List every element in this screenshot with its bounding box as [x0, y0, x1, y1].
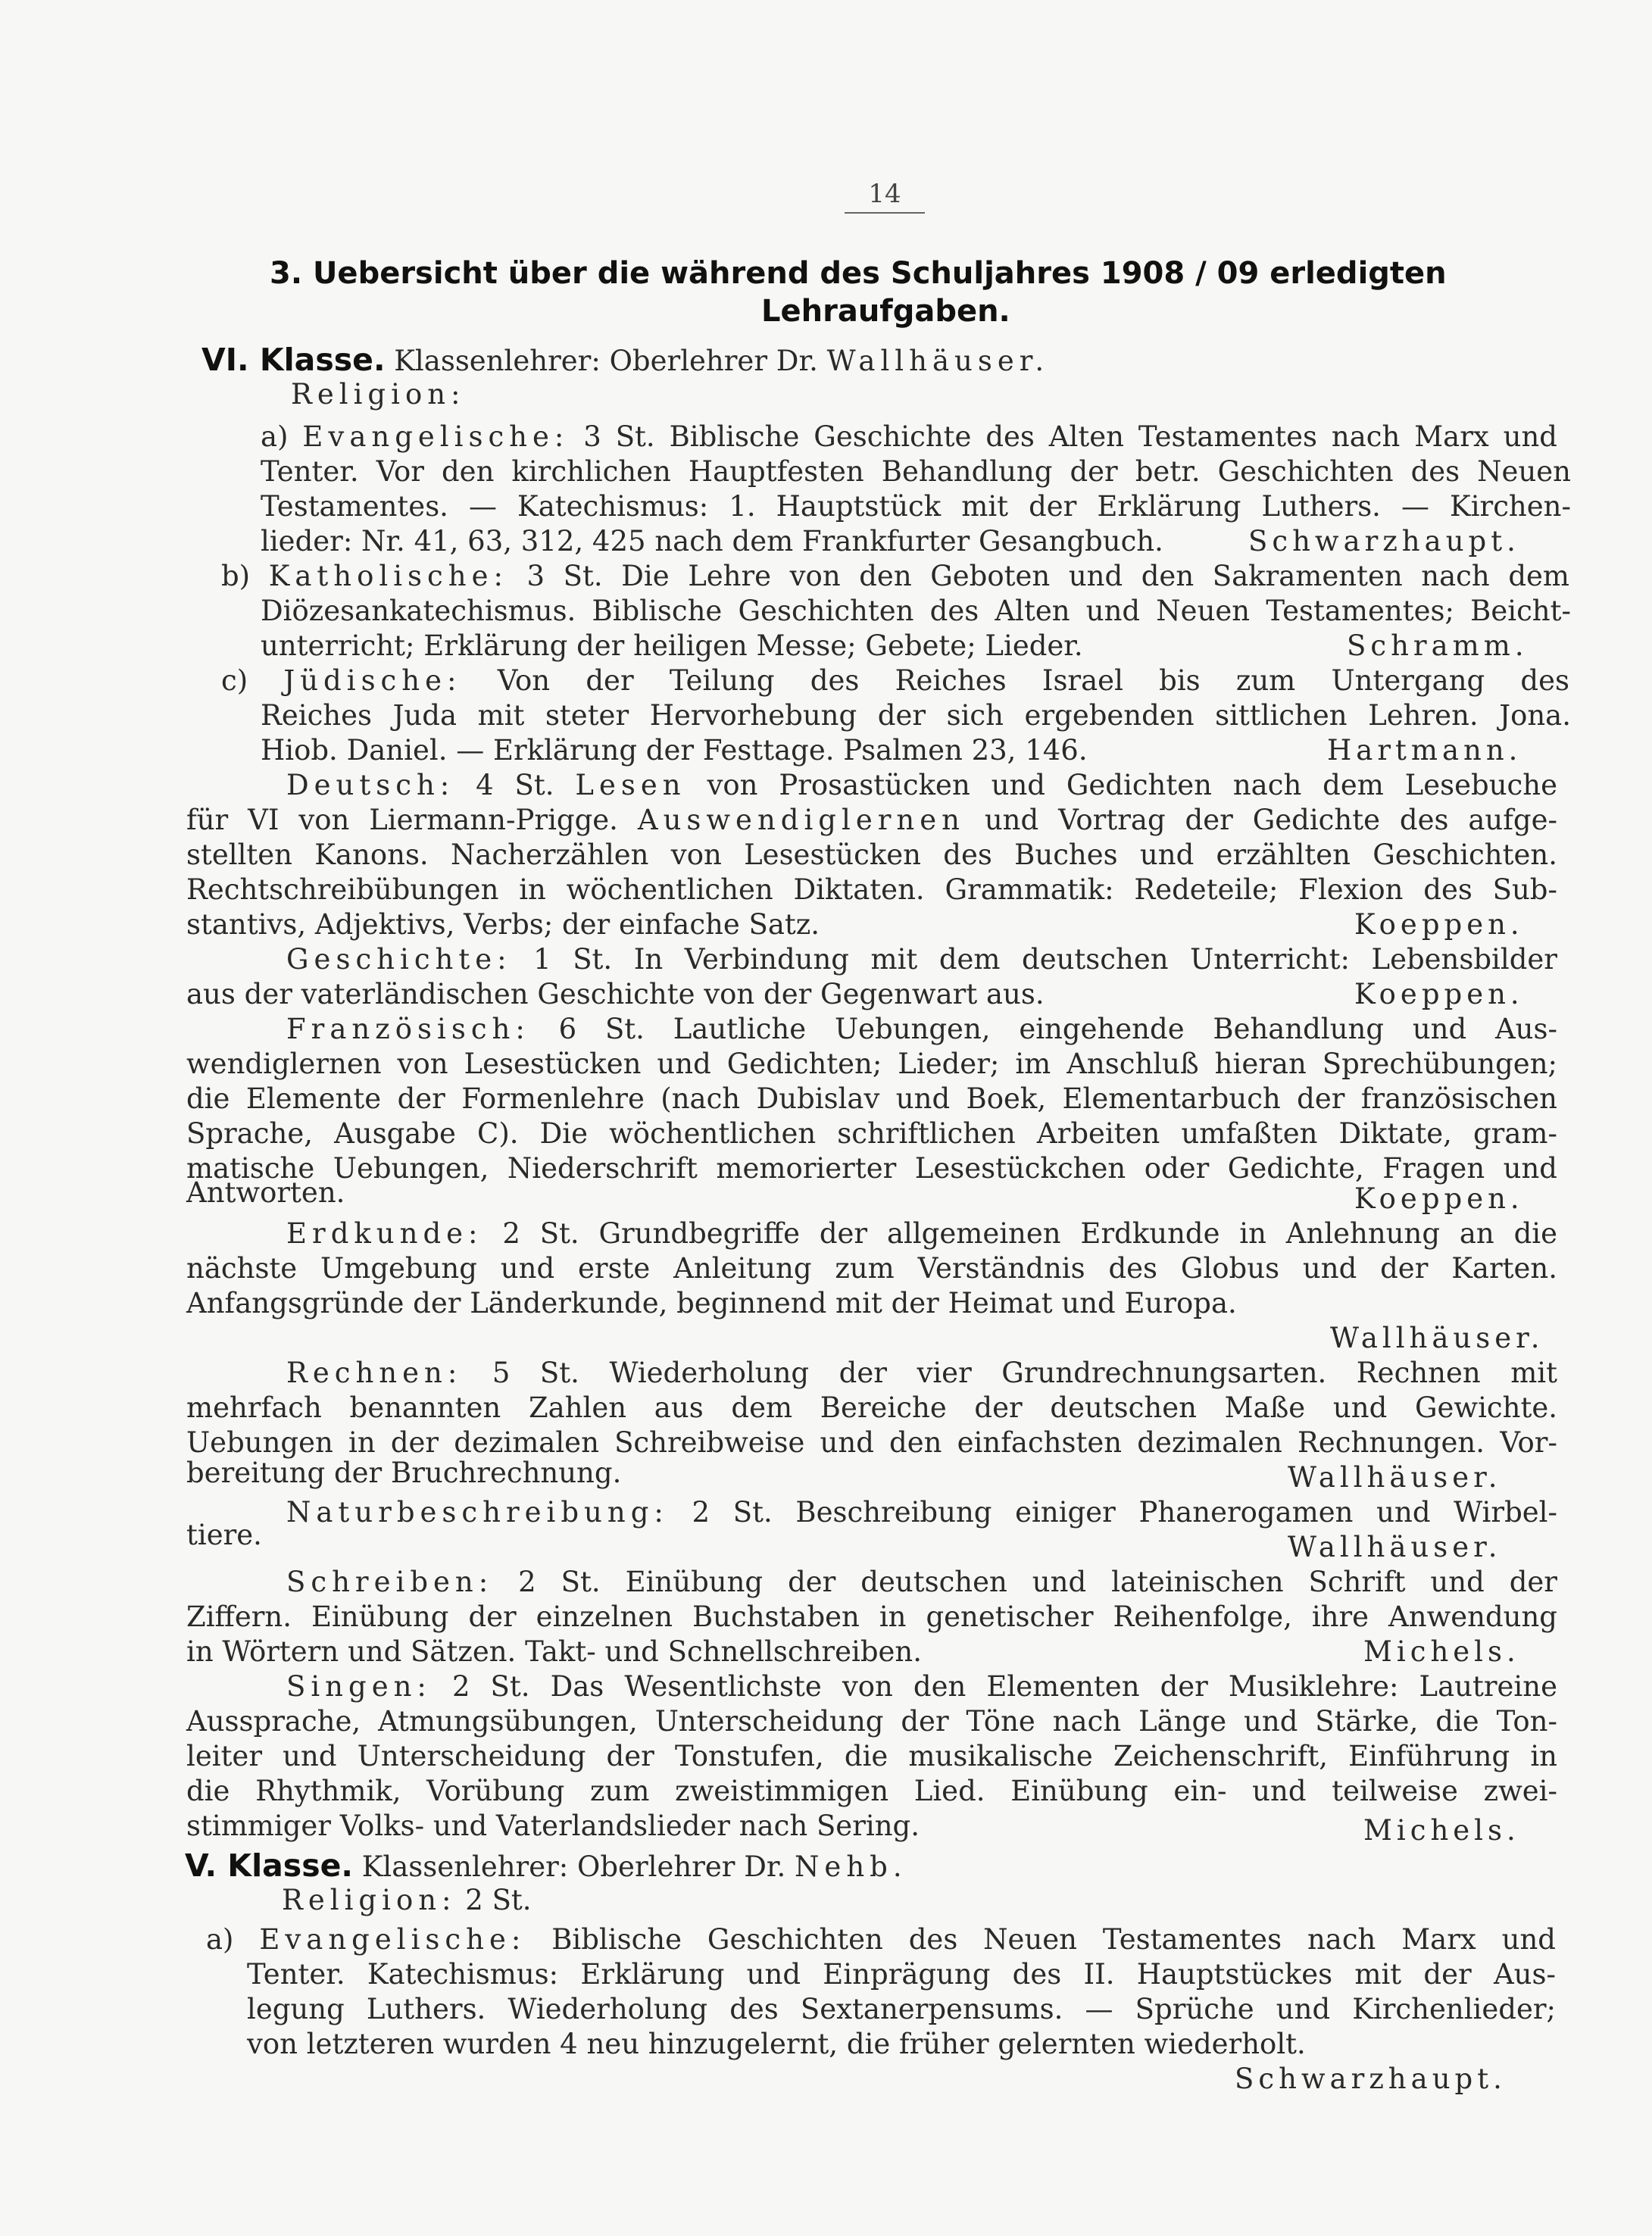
- deutsch-6-line3: stellten Kanons. Nacherzählen von Lesestücken des Buches und erzählten Geschichten.: [186, 838, 1557, 871]
- religion-5-ev-line2: Tenter. Katechismus: Erklärung und Einprägung des II. Hauptstückes mit der Aus-: [247, 1958, 1556, 1991]
- religion-5-ev-line1: a) Evangelische: Biblische Geschichten des Neuen Testamentes nach Marx und: [206, 1923, 1556, 1956]
- franz-6-line4: Sprache, Ausgabe C). Die wöchentlichen schriftlichen Arbeiten umfaßten Diktate, gram-: [186, 1117, 1557, 1150]
- singen-6-teacher: Michels.: [1363, 1814, 1520, 1847]
- deutsch-6-teacher: Koeppen.: [1354, 908, 1524, 941]
- religion-6-ev-teacher: Schwarzhaupt.: [1248, 525, 1520, 557]
- rechnen-6-line4: bereitung der Bruchrechnung.: [186, 1457, 622, 1489]
- religion-5-ev-line4: von letzteren wurden 4 neu hinzugelernt, die früher gelernten wiederholt.: [247, 2028, 1306, 2060]
- religion-6-ev-line3: Testamentes. — Katechismus: 1. Hauptstück mit der Erklärung Luthers. — Kirchen-: [261, 490, 1571, 523]
- section-title-line1: 3. Uebersicht über die während des Schuljahres 1908 / 09 erledigten: [270, 256, 1447, 291]
- klasse-6-heading: [201, 342, 1049, 377]
- deutsch-6-line2: für VI von Liermann-Prigge. Auswendiglernen und Vortrag der Gedichte des aufge-: [186, 804, 1558, 836]
- erdkunde-6-line1: Erdkunde: 2 St. Grundbegriffe der allgemeinen Erdkunde in Anlehnung an die: [286, 1217, 1557, 1250]
- religion-6-ev-line2: Tenter. Vor den kirchlichen Hauptfesten Behandlung der betr. Geschichten des Neuen: [261, 455, 1571, 488]
- schreiben-6-name: Schreiben:: [286, 1566, 494, 1598]
- geschichte-6-name: Geschichte:: [286, 943, 512, 976]
- schreiben-6-teacher: Michels.: [1363, 1635, 1520, 1668]
- natur-6-teacher: Wallhäuser.: [1288, 1531, 1502, 1563]
- religion-6-kath-line1: b) Katholische: 3 St. Die Lehre von den Geboten und den Sakramenten nach dem: [221, 560, 1569, 592]
- rechnen-6-line1: Rechnen: 5 St. Wiederholung der vier Grundrechnungsarten. Rechnen mit: [286, 1357, 1557, 1389]
- religion-6-kath-name: Katholische:: [268, 560, 508, 592]
- franz-6-line6: Antworten.: [186, 1176, 345, 1209]
- schreiben-6-line3: in Wörtern und Sätzen. Takt- und Schnellschreiben.: [186, 1635, 923, 1668]
- schreiben-6-line2: Ziffern. Einübung der einzelnen Buchstaben in genetischer Reihenfolge, ihre Anwendung: [186, 1600, 1557, 1633]
- klasse-6-teacher-name: Wallhäuser.: [826, 345, 1050, 377]
- klasse-6-teacher: Klassenlehrer: Oberlehrer Dr.: [385, 345, 827, 377]
- rechnen-6-name: Rechnen:: [286, 1357, 463, 1389]
- section-title-line2: Lehraufgaben.: [761, 294, 1010, 329]
- natur-6-line1: Naturbeschreibung: 2 St. Beschreibung einiger Phanerogamen und Wirbel-: [286, 1496, 1557, 1529]
- franz-6-line1: Französisch: 6 St. Lautliche Uebungen, eingehende Behandlung und Aus-: [286, 1013, 1557, 1045]
- schreiben-6-line1: Schreiben: 2 St. Einübung der deutschen und lateinischen Schrift und der: [286, 1566, 1557, 1598]
- singen-6-line2: Aussprache, Atmungsübungen, Unterscheidung der Töne nach Länge und Stärke, die Ton-: [186, 1705, 1557, 1738]
- religion-5-ev-line3: legung Luthers. Wiederholung des Sextanerpensums. — Sprüche und Kirchenlieder;: [247, 1993, 1556, 2025]
- page-number: 14: [845, 179, 925, 214]
- deutsch-6-line1: Deutsch: 4 St. Lesen von Prosastücken und Gedichten nach dem Lesebuche: [286, 769, 1557, 801]
- natur-6-name: Naturbeschreibung:: [286, 1496, 669, 1529]
- deutsch-6-line4: Rechtschreibübungen in wöchentlichen Diktaten. Grammatik: Redeteile; Flexion des Sub-: [186, 873, 1557, 906]
- religion-6-kath-teacher: Schramm.: [1347, 629, 1529, 662]
- religion-6-jued-name: Jüdische:: [283, 664, 462, 697]
- geschichte-6-line1: Geschichte: 1 St. In Verbindung mit dem deutschen Unterricht: Lebensbilder: [286, 943, 1557, 976]
- geschichte-6-line2: aus der vaterländischen Geschichte von der Gegenwart aus.: [186, 978, 1045, 1010]
- religion-5-ev-name: Evangelische:: [259, 1923, 526, 1956]
- religion-6-ev-name: Evangelische:: [302, 420, 570, 453]
- rechnen-6-line2: mehrfach benannten Zahlen aus dem Bereiche der deutschen Maße und Gewichte.: [186, 1391, 1557, 1424]
- singen-6-line1: Singen: 2 St. Das Wesentlichste von den Elementen der Musiklehre: Lautreine: [286, 1670, 1557, 1703]
- geschichte-6-teacher: Koeppen.: [1354, 978, 1524, 1010]
- religion-6-jued-line3: Hiob. Daniel. — Erklärung der Festtage. Psalmen 23, 146.: [261, 734, 1088, 767]
- franz-6-line5: matische Uebungen, Niederschrift memorierter Lesestückchen oder Gedichte, Fragen und: [186, 1152, 1557, 1185]
- klasse-6-label: VI. Klasse.: [201, 342, 386, 378]
- erdkunde-6-name: Erdkunde:: [286, 1217, 483, 1250]
- singen-6-line5: stimmiger Volks- und Vaterlandslieder nach Sering.: [186, 1810, 920, 1842]
- klasse-5-teacher-name: Nehb.: [795, 1850, 907, 1883]
- religion-6-jued-line1: c) Jüdische: Von der Teilung des Reiches Israel bis zum Untergang des: [221, 664, 1570, 697]
- religion-6-heading: Religion:: [291, 378, 466, 411]
- deutsch-6-name: Deutsch:: [286, 769, 455, 801]
- religion-5-ev-teacher: Schwarzhaupt.: [1235, 2063, 1507, 2095]
- religion-6-jued-line2: Reiches Juda mit steter Hervorhebung der sich ergebenden sittlichen Lehren. Jona.: [261, 699, 1571, 732]
- erdkunde-6-line2: nächste Umgebung und erste Anleitung zum Verständnis des Globus und der Karten.: [186, 1252, 1557, 1285]
- religion-6-kath-line2: Diözesankatechismus. Biblische Geschichten des Alten und Neuen Testamentes; Beicht-: [261, 595, 1571, 627]
- franz-6-line2: wendiglernen von Lesestücken und Gedichten; Lieder; im Anschluß hieran Sprechübungen;: [186, 1048, 1557, 1080]
- religion-6-jued-teacher: Hartmann.: [1327, 734, 1522, 767]
- rechnen-6-teacher: Wallhäuser.: [1288, 1461, 1502, 1494]
- religion-6-ev-line4: lieder: Nr. 41, 63, 312, 425 nach dem Frankfurter Gesangbuch.: [261, 525, 1163, 557]
- klasse-5-teacher: Klassenlehrer: Oberlehrer Dr.: [352, 1850, 795, 1883]
- klasse-5-label: V. Klasse.: [185, 1847, 353, 1884]
- religion-5-heading: Religion: 2 St.: [282, 1884, 532, 1916]
- singen-6-line4: die Rhythmik, Vorübung zum zweistimmigen Lied. Einübung ein- und teilweise zwei-: [186, 1775, 1557, 1807]
- erdkunde-6-teacher: Wallhäuser.: [1330, 1322, 1544, 1354]
- religion-6-kath-line3: unterricht; Erklärung der heiligen Messe; Gebete; Lieder.: [261, 629, 1083, 662]
- natur-6-line2: tiere.: [186, 1519, 262, 1551]
- deutsch-6-line5: stantivs, Adjektivs, Verbs; der einfache Satz.: [186, 908, 820, 941]
- franz-6-teacher: Koeppen.: [1354, 1182, 1524, 1215]
- rechnen-6-line3: Uebungen in der dezimalen Schreibweise und den einfachsten dezimalen Rechnungen. Vor-: [186, 1426, 1557, 1459]
- franz-6-line3: die Elemente der Formenlehre (nach Dubislav und Boek, Elementarbuch der französischen: [186, 1082, 1557, 1115]
- singen-6-line3: leiter und Unterscheidung der Tonstufen, die musikalische Zeichenschrift, Einführung in: [186, 1740, 1557, 1772]
- singen-6-name: Singen:: [286, 1670, 432, 1703]
- klasse-5-heading: [185, 1848, 907, 1883]
- religion-6-ev-line1: a) Evangelische: 3 St. Biblische Geschichte des Alten Testamentes nach Marx und: [261, 420, 1557, 453]
- erdkunde-6-line3: Anfangsgründe der Länderkunde, beginnend mit der Heimat und Europa.: [186, 1287, 1237, 1319]
- franz-6-name: Französisch:: [286, 1013, 530, 1045]
